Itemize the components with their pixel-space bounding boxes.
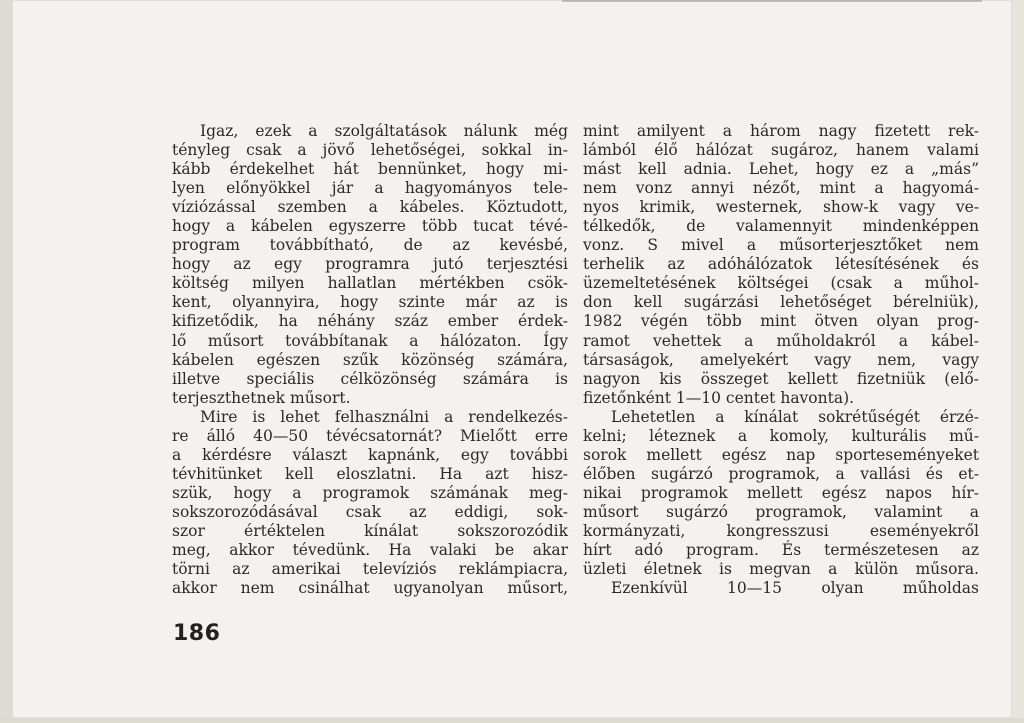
text-line: Lehetetlen a kínálat sokrétűségét érzé- — [611, 407, 979, 426]
text-line: kent, olyannyira, hogy szinte már az is — [172, 293, 568, 312]
text-line: tévhitünket kell eloszlatni. Ha azt hisz- — [172, 464, 568, 483]
text-line: nikai programok mellett egész napos hír- — [583, 483, 979, 502]
top-rule — [562, 0, 982, 2]
text-line: 1982 végén több mint ötven olyan prog- — [583, 312, 979, 331]
text-line: a kérdésre választ kapnánk, egy további — [172, 445, 568, 464]
text-line: hogy a kábelen egyszerre több tucat tévé- — [172, 217, 568, 236]
text-line: kelni; léteznek a komoly, kulturális mű- — [583, 426, 979, 445]
text-line: lyen előnyökkel jár a hagyományos tele- — [172, 179, 568, 198]
scan-bottom-strip — [0, 718, 1024, 723]
text-line: törni az amerikai televíziós reklámpiacra, — [172, 560, 568, 579]
text-line: élőben sugárzó programok, a vallási és et- — [583, 464, 979, 483]
text-line: kábelen egészen szűk közönség számára, — [172, 350, 568, 369]
text-line: Igaz, ezek a szolgáltatások nálunk még — [200, 122, 568, 140]
text-line: sokszorozódásával csak az eddigi, sok- — [172, 502, 568, 521]
page-number: 186 — [173, 621, 221, 646]
scan-edge-shadow — [0, 0, 12, 723]
text-line: nyos krimik, westernek, show-k vagy ve- — [583, 198, 979, 217]
text-line: költség milyen hallatlan mértékben csök- — [172, 274, 568, 293]
text-line: üzemeltetésének költségei (csak a műhol- — [583, 274, 979, 293]
text-line: terjeszthetnek műsort. — [172, 388, 351, 407]
text-line: szük, hogy a programok számának meg- — [172, 483, 568, 502]
text-line: meg, akkor tévedünk. Ha valaki be akar — [172, 541, 568, 560]
text-line: Ezenkívül 10—15 olyan műholdas — [611, 579, 979, 598]
text-line: terhelik az adóhálózatok létesítésének és — [583, 255, 979, 274]
text-line: sorok mellett egész nap sporteseményeket — [583, 445, 979, 464]
text-line: lő műsort továbbítanak a hálózaton. Így — [172, 331, 568, 350]
text-line: víziózással szemben a kábeles. Köztudott, — [172, 198, 568, 217]
text-line: Mire is lehet felhasználni a rendelkezés- — [200, 407, 568, 426]
text-line: akkor nem csinálhat ugyanolyan műsort, — [172, 579, 568, 598]
text-line: mint amilyent a három nagy fizetett rek- — [583, 122, 979, 140]
text-line: kormányzati, kongresszusi eseményekről — [583, 521, 979, 540]
text-line: hogy az egy programra jutó terjesztési — [172, 255, 568, 274]
right-text-column — [583, 122, 979, 598]
text-line: hírt adó program. És természetesen az — [583, 541, 979, 560]
text-line: mást kell adnia. Lehet, hogy ez a „más” — [583, 160, 979, 179]
text-line: műsort sugárzó programok, valamint a — [583, 502, 979, 521]
text-line: illetve speciális célközönség számára is — [172, 369, 568, 388]
text-line: don kell sugárzási lehetőséget bérelniük), — [583, 293, 979, 312]
text-line: kább érdekelhet hát bennünket, hogy mi- — [172, 160, 568, 179]
text-line: nem vonz annyi nézőt, mint a hagyomá- — [583, 179, 979, 198]
text-line: re álló 40—50 tévécsatornát? Mielőtt erre — [172, 426, 568, 445]
text-line: fizetőnként 1—10 centet havonta). — [583, 388, 855, 407]
text-line: üzleti életnek is megvan a külön műsora. — [583, 560, 979, 579]
text-line: nagyon kis összeget kellett fizetniük (elő- — [583, 369, 979, 388]
text-line: ramot vehettek a műholdakról a kábel- — [583, 331, 979, 350]
text-line: társaságok, amelyekért vagy nem, vagy — [583, 350, 979, 369]
text-line: télkedők, de valamennyit mindenképpen — [583, 217, 979, 236]
text-line: kifizetődik, ha néhány száz ember érdek- — [172, 312, 568, 331]
text-line: szor értéktelen kínálat sokszorozódik — [172, 521, 568, 540]
text-line: lámból élő hálózat sugároz, hanem valami — [583, 141, 979, 160]
text-line: tényleg csak a jövő lehetőségei, sokkal in- — [172, 141, 568, 160]
left-text-column — [172, 122, 568, 598]
text-line: program továbbítható, de az kevésbé, — [172, 236, 568, 255]
text-line: vonz. S mivel a műsorterjesztőket nem — [583, 236, 979, 255]
